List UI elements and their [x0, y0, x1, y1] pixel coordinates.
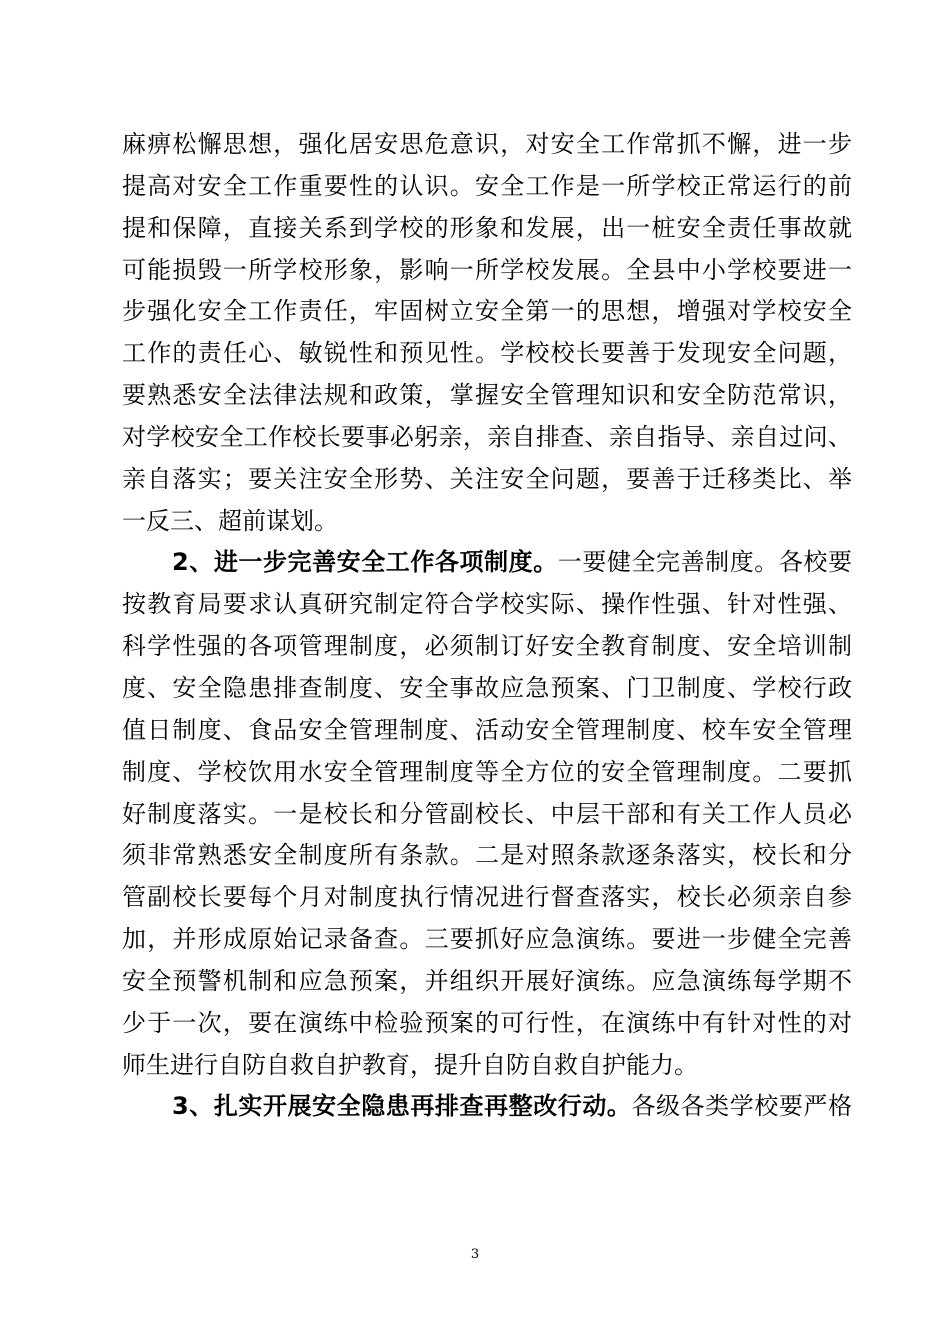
line-text: 麻痹松懈思想，强化居安思危意识，对安全工作常抓不懈，进一步	[122, 130, 852, 158]
text-line	[122, 1045, 852, 1087]
line-text: 一要健全完善制度。各校要	[557, 548, 852, 577]
text-line	[122, 501, 852, 543]
text-line	[122, 250, 852, 292]
text-line	[122, 919, 852, 961]
bold-heading-text: 3、扎实开展安全隐患再排查再整改行动。	[172, 1092, 632, 1121]
text-line	[122, 417, 852, 459]
line-text: 度、安全隐患排查制度、安全事故应急预案、门卫制度、学校行政	[122, 673, 852, 702]
line-text: 好制度落实。一是校长和分管副校长、中层干部和有关工作人员必	[122, 799, 852, 828]
text-line	[122, 626, 852, 668]
text-line	[122, 208, 852, 250]
line-text: 加，并形成原始记录备查。三要抓好应急演练。要进一步健全完善	[122, 925, 852, 954]
text-line	[122, 794, 852, 836]
text-line	[122, 835, 852, 877]
text-line	[122, 584, 852, 626]
line-text: 对学校安全工作校长要事必躬亲，亲自排查、亲自指导、亲自过问、	[122, 422, 852, 451]
text-line	[122, 1003, 852, 1045]
text-line	[122, 752, 852, 794]
bold-heading-text: 2、进一步完善安全工作各项制度。	[172, 548, 558, 577]
line-text: 各级各类学校要严格	[631, 1092, 853, 1121]
line-text: 可能损毁一所学校形象，影响一所学校发展。全县中小学校要进一	[122, 255, 852, 284]
line-text: 亲自落实；要关注安全形势、关注安全问题，要善于迁移类比、举	[122, 464, 852, 493]
line-text: 制度、学校饮用水安全管理制度等全方位的安全管理制度。二要抓	[122, 757, 852, 786]
line-text: 按教育局要求认真研究制定符合学校实际、操作性强、针对性强、	[122, 590, 852, 619]
page-number: 3	[470, 1247, 480, 1262]
text-line	[122, 291, 852, 333]
line-text: 管副校长要每个月对制度执行情况进行督查落实，校长必须亲自参	[122, 883, 852, 912]
text-line	[122, 961, 852, 1003]
text-line	[122, 166, 852, 208]
text-line	[122, 710, 852, 752]
line-text: 要熟悉安全法律法规和政策，掌握安全管理知识和安全防范常识，	[122, 381, 852, 410]
line-text: 一反三、超前谋划。	[122, 506, 338, 535]
text-line	[122, 877, 852, 919]
text-line	[122, 333, 852, 375]
line-text: 值日制度、食品安全管理制度、活动安全管理制度、校车安全管理	[122, 715, 852, 744]
line-text: 师生进行自防自救自护教育，提升自防自救自护能力。	[122, 1050, 698, 1079]
line-text: 少于一次，要在演练中检验预案的可行性，在演练中有针对性的对	[122, 1008, 852, 1037]
text-line	[122, 1086, 852, 1128]
line-text: 步强化安全工作责任，牢固树立安全第一的思想，增强对学校安全	[122, 297, 852, 326]
line-text: 提和保障，直接关系到学校的形象和发展，出一桩安全责任事故就	[122, 213, 852, 242]
text-line	[122, 459, 852, 501]
line-text: 提高对安全工作重要性的认识。安全工作是一所学校正常运行的前	[122, 171, 852, 200]
text-line	[122, 124, 852, 166]
line-text: 须非常熟悉安全制度所有条款。二是对照条款逐条落实，校长和分	[122, 841, 852, 870]
text-line	[122, 375, 852, 417]
line-text: 工作的责任心、敏锐性和预见性。学校校长要善于发现安全问题，	[122, 339, 852, 368]
body-text	[122, 124, 852, 1128]
text-line	[122, 668, 852, 710]
line-text: 安全预警机制和应急预案，并组织开展好演练。应急演练每学期不	[122, 966, 852, 995]
line-text: 科学性强的各项管理制度，必须制订好安全教育制度、安全培训制	[122, 632, 852, 661]
text-line	[122, 542, 852, 584]
